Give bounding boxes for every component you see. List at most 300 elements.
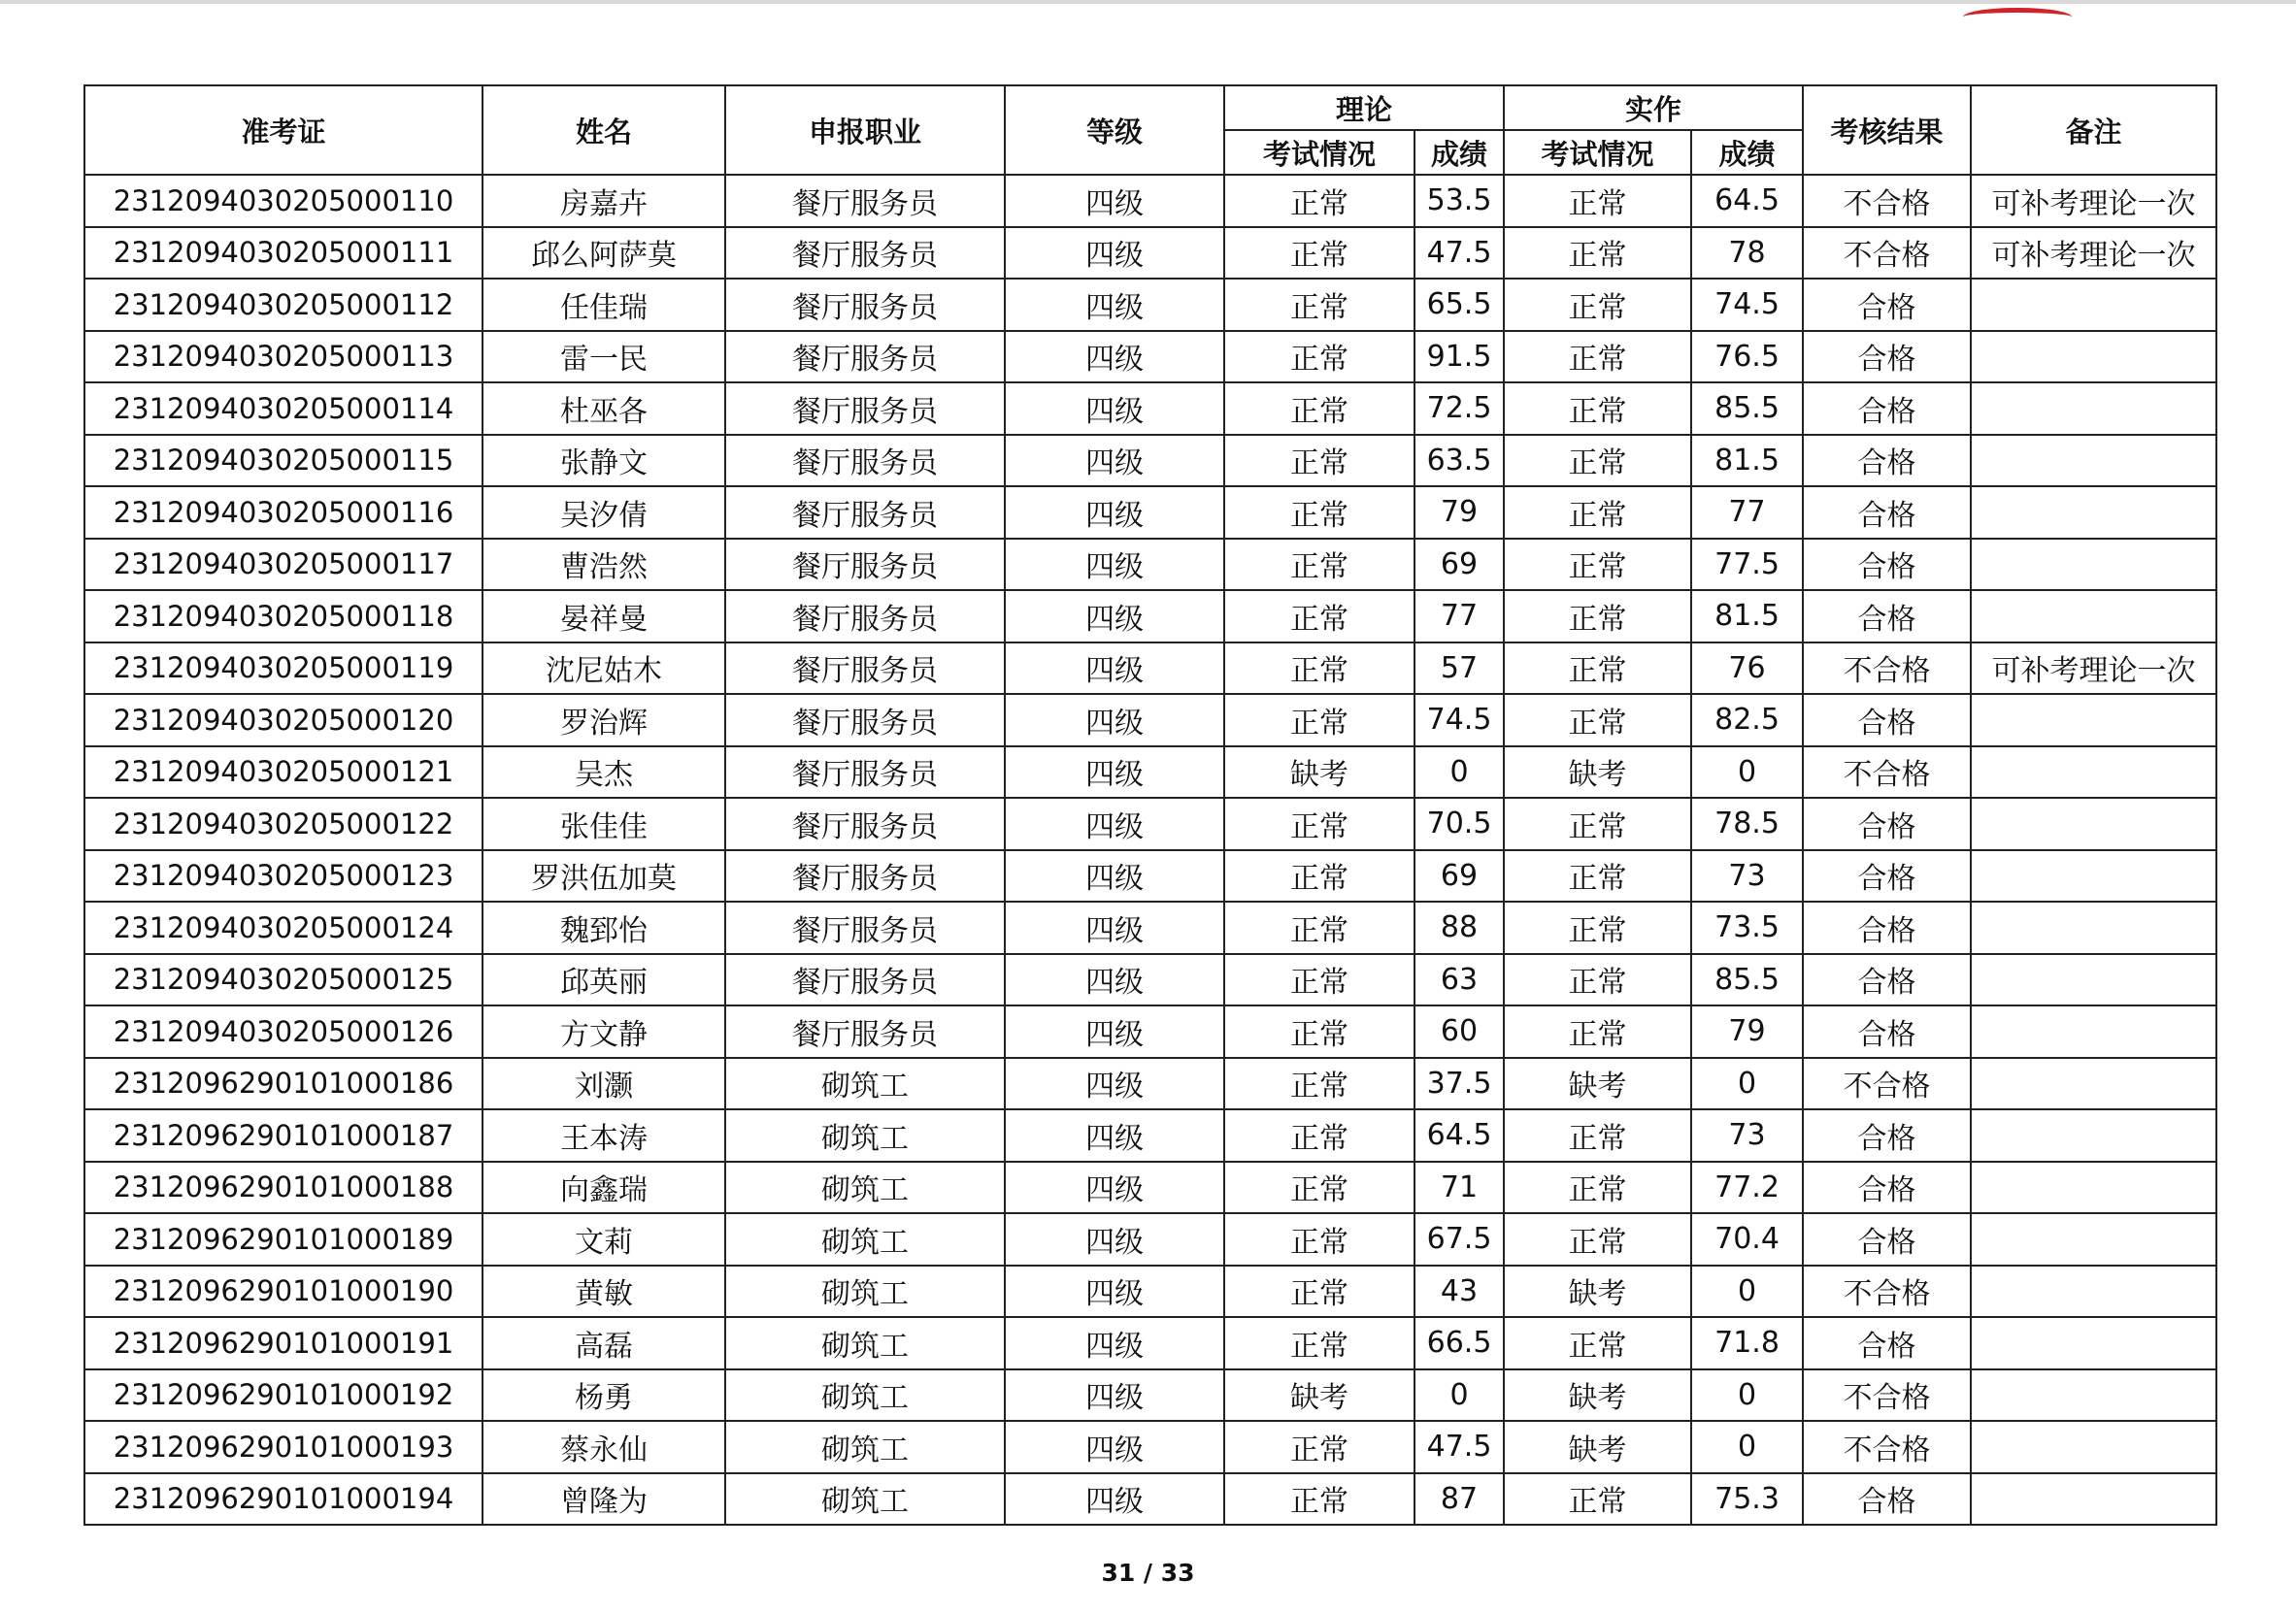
result-cell: 不合格 bbox=[1803, 175, 1971, 227]
level-cell: 四级 bbox=[1005, 227, 1224, 280]
remark-cell bbox=[1971, 798, 2216, 850]
ticket-cell: 2312096290101000193 bbox=[84, 1421, 482, 1473]
practical-score-cell: 0 bbox=[1691, 746, 1803, 799]
ticket-cell: 2312096290101000189 bbox=[84, 1213, 482, 1266]
remark-cell bbox=[1971, 435, 2216, 487]
level-cell: 四级 bbox=[1005, 435, 1224, 487]
scan-edge bbox=[0, 0, 2296, 4]
occupation-cell: 餐厅服务员 bbox=[725, 642, 1005, 695]
level-cell: 四级 bbox=[1005, 746, 1224, 799]
practical-score-cell: 0 bbox=[1691, 1369, 1803, 1422]
name-cell: 沈尼姑木 bbox=[482, 642, 725, 695]
table-row bbox=[84, 1369, 2216, 1422]
practical-status-cell: 正常 bbox=[1504, 279, 1691, 331]
occupation-cell: 砌筑工 bbox=[725, 1058, 1005, 1110]
ticket-cell: 2312096290101000186 bbox=[84, 1058, 482, 1110]
ticket-cell: 2312094030205000121 bbox=[84, 746, 482, 799]
practical-score-cell: 73 bbox=[1691, 850, 1803, 903]
ticket-cell: 2312094030205000110 bbox=[84, 175, 482, 227]
theory-status-cell: 正常 bbox=[1224, 331, 1414, 383]
theory-status-cell: 正常 bbox=[1224, 1266, 1414, 1318]
practical-score-cell: 76 bbox=[1691, 642, 1803, 695]
remark-cell bbox=[1971, 1109, 2216, 1162]
occupation-cell: 砌筑工 bbox=[725, 1213, 1005, 1266]
practical-score-cell: 70.4 bbox=[1691, 1213, 1803, 1266]
name-cell: 罗洪伍加莫 bbox=[482, 850, 725, 903]
theory-status-cell: 正常 bbox=[1224, 1058, 1414, 1110]
level-cell: 四级 bbox=[1005, 642, 1224, 695]
practical-score-cell: 79 bbox=[1691, 1005, 1803, 1058]
occupation-cell: 砌筑工 bbox=[725, 1473, 1005, 1526]
name-cell: 黄敏 bbox=[482, 1266, 725, 1318]
ticket-cell: 2312096290101000191 bbox=[84, 1317, 482, 1369]
ticket-cell: 2312094030205000111 bbox=[84, 227, 482, 280]
theory-status-cell: 正常 bbox=[1224, 1317, 1414, 1369]
theory-score-cell: 69 bbox=[1414, 850, 1504, 903]
ticket-cell: 2312096290101000192 bbox=[84, 1369, 482, 1422]
name-cell: 邱英丽 bbox=[482, 954, 725, 1006]
practical-status-cell: 正常 bbox=[1504, 694, 1691, 746]
name-cell: 罗治辉 bbox=[482, 694, 725, 746]
theory-status-cell: 正常 bbox=[1224, 798, 1414, 850]
name-cell: 王本涛 bbox=[482, 1109, 725, 1162]
result-cell: 不合格 bbox=[1803, 1266, 1971, 1318]
ticket-cell: 2312096290101000187 bbox=[84, 1109, 482, 1162]
theory-status-cell: 正常 bbox=[1224, 642, 1414, 695]
table-row bbox=[84, 331, 2216, 383]
occupation-cell: 餐厅服务员 bbox=[725, 227, 1005, 280]
occupation-cell: 餐厅服务员 bbox=[725, 590, 1005, 642]
occupation-cell: 餐厅服务员 bbox=[725, 694, 1005, 746]
ticket-cell: 2312094030205000124 bbox=[84, 902, 482, 954]
occupation-cell: 餐厅服务员 bbox=[725, 382, 1005, 435]
theory-score-cell: 60 bbox=[1414, 1005, 1504, 1058]
level-cell: 四级 bbox=[1005, 1213, 1224, 1266]
header-practical: 实作 bbox=[1504, 85, 1803, 130]
remark-cell bbox=[1971, 1058, 2216, 1110]
table-row bbox=[84, 1317, 2216, 1369]
practical-score-cell: 71.8 bbox=[1691, 1317, 1803, 1369]
remark-cell: 可补考理论一次 bbox=[1971, 227, 2216, 280]
practical-status-cell: 正常 bbox=[1504, 175, 1691, 227]
occupation-cell: 餐厅服务员 bbox=[725, 435, 1005, 487]
table-row bbox=[84, 590, 2216, 642]
table-row bbox=[84, 1213, 2216, 1266]
result-cell: 合格 bbox=[1803, 382, 1971, 435]
occupation-cell: 砌筑工 bbox=[725, 1266, 1005, 1318]
header-practical-score: 成绩 bbox=[1691, 130, 1803, 175]
name-cell: 张佳佳 bbox=[482, 798, 725, 850]
theory-score-cell: 71 bbox=[1414, 1162, 1504, 1214]
theory-score-cell: 53.5 bbox=[1414, 175, 1504, 227]
occupation-cell: 餐厅服务员 bbox=[725, 954, 1005, 1006]
result-cell: 不合格 bbox=[1803, 1369, 1971, 1422]
result-cell: 不合格 bbox=[1803, 227, 1971, 280]
result-cell: 合格 bbox=[1803, 798, 1971, 850]
practical-status-cell: 正常 bbox=[1504, 539, 1691, 591]
practical-status-cell: 正常 bbox=[1504, 954, 1691, 1006]
theory-status-cell: 正常 bbox=[1224, 227, 1414, 280]
result-cell: 合格 bbox=[1803, 1473, 1971, 1526]
practical-status-cell: 缺考 bbox=[1504, 1266, 1691, 1318]
name-cell: 刘灏 bbox=[482, 1058, 725, 1110]
theory-score-cell: 72.5 bbox=[1414, 382, 1504, 435]
level-cell: 四级 bbox=[1005, 486, 1224, 539]
result-cell: 合格 bbox=[1803, 279, 1971, 331]
occupation-cell: 砌筑工 bbox=[725, 1109, 1005, 1162]
theory-status-cell: 正常 bbox=[1224, 954, 1414, 1006]
practical-status-cell: 正常 bbox=[1504, 798, 1691, 850]
theory-status-cell: 正常 bbox=[1224, 435, 1414, 487]
theory-status-cell: 正常 bbox=[1224, 1213, 1414, 1266]
practical-score-cell: 0 bbox=[1691, 1421, 1803, 1473]
remark-cell bbox=[1971, 1369, 2216, 1422]
header-occupation: 申报职业 bbox=[725, 85, 1005, 175]
level-cell: 四级 bbox=[1005, 1058, 1224, 1110]
theory-status-cell: 正常 bbox=[1224, 1162, 1414, 1214]
header-remark: 备注 bbox=[1971, 85, 2216, 175]
table-row bbox=[84, 642, 2216, 695]
level-cell: 四级 bbox=[1005, 1369, 1224, 1422]
name-cell: 蔡永仙 bbox=[482, 1421, 725, 1473]
level-cell: 四级 bbox=[1005, 382, 1224, 435]
result-cell: 合格 bbox=[1803, 1317, 1971, 1369]
result-cell: 合格 bbox=[1803, 694, 1971, 746]
result-cell: 合格 bbox=[1803, 590, 1971, 642]
practical-score-cell: 73 bbox=[1691, 1109, 1803, 1162]
ticket-cell: 2312094030205000118 bbox=[84, 590, 482, 642]
practical-status-cell: 正常 bbox=[1504, 1005, 1691, 1058]
practical-score-cell: 64.5 bbox=[1691, 175, 1803, 227]
table-body bbox=[84, 175, 2216, 1525]
ticket-cell: 2312094030205000120 bbox=[84, 694, 482, 746]
table-row bbox=[84, 435, 2216, 487]
remark-cell bbox=[1971, 331, 2216, 383]
practical-score-cell: 75.3 bbox=[1691, 1473, 1803, 1526]
theory-status-cell: 正常 bbox=[1224, 902, 1414, 954]
theory-status-cell: 正常 bbox=[1224, 279, 1414, 331]
table-row bbox=[84, 227, 2216, 280]
practical-status-cell: 缺考 bbox=[1504, 1421, 1691, 1473]
practical-status-cell: 缺考 bbox=[1504, 1058, 1691, 1110]
practical-score-cell: 0 bbox=[1691, 1266, 1803, 1318]
header-result: 考核结果 bbox=[1803, 85, 1971, 175]
practical-score-cell: 77.2 bbox=[1691, 1162, 1803, 1214]
remark-cell bbox=[1971, 486, 2216, 539]
practical-status-cell: 正常 bbox=[1504, 486, 1691, 539]
result-cell: 合格 bbox=[1803, 1109, 1971, 1162]
header-level: 等级 bbox=[1005, 85, 1224, 175]
theory-status-cell: 正常 bbox=[1224, 850, 1414, 903]
practical-score-cell: 81.5 bbox=[1691, 435, 1803, 487]
remark-cell bbox=[1971, 694, 2216, 746]
remark-cell bbox=[1971, 382, 2216, 435]
result-cell: 不合格 bbox=[1803, 746, 1971, 799]
theory-status-cell: 缺考 bbox=[1224, 1369, 1414, 1422]
ticket-cell: 2312094030205000116 bbox=[84, 486, 482, 539]
red-stamp-mark bbox=[1963, 8, 2072, 26]
header-practical-status: 考试情况 bbox=[1504, 130, 1691, 175]
practical-status-cell: 正常 bbox=[1504, 590, 1691, 642]
theory-score-cell: 91.5 bbox=[1414, 331, 1504, 383]
level-cell: 四级 bbox=[1005, 1266, 1224, 1318]
remark-cell bbox=[1971, 746, 2216, 799]
theory-score-cell: 69 bbox=[1414, 539, 1504, 591]
level-cell: 四级 bbox=[1005, 590, 1224, 642]
result-cell: 合格 bbox=[1803, 1213, 1971, 1266]
result-cell: 合格 bbox=[1803, 850, 1971, 903]
theory-status-cell: 正常 bbox=[1224, 1421, 1414, 1473]
header-ticket: 准考证 bbox=[84, 85, 482, 175]
header-row-top bbox=[84, 85, 2216, 130]
ticket-cell: 2312096290101000188 bbox=[84, 1162, 482, 1214]
theory-score-cell: 64.5 bbox=[1414, 1109, 1504, 1162]
practical-status-cell: 正常 bbox=[1504, 382, 1691, 435]
occupation-cell: 餐厅服务员 bbox=[725, 175, 1005, 227]
theory-score-cell: 74.5 bbox=[1414, 694, 1504, 746]
theory-status-cell: 缺考 bbox=[1224, 746, 1414, 799]
theory-status-cell: 正常 bbox=[1224, 539, 1414, 591]
occupation-cell: 餐厅服务员 bbox=[725, 746, 1005, 799]
name-cell: 曹浩然 bbox=[482, 539, 725, 591]
ticket-cell: 2312094030205000114 bbox=[84, 382, 482, 435]
ticket-cell: 2312094030205000113 bbox=[84, 331, 482, 383]
result-cell: 不合格 bbox=[1803, 1058, 1971, 1110]
practical-score-cell: 85.5 bbox=[1691, 954, 1803, 1006]
practical-score-cell: 73.5 bbox=[1691, 902, 1803, 954]
remark-cell bbox=[1971, 1473, 2216, 1526]
occupation-cell: 餐厅服务员 bbox=[725, 539, 1005, 591]
header-theory-score: 成绩 bbox=[1414, 130, 1504, 175]
occupation-cell: 砌筑工 bbox=[725, 1317, 1005, 1369]
theory-status-cell: 正常 bbox=[1224, 1473, 1414, 1526]
remark-cell bbox=[1971, 1213, 2216, 1266]
table-row bbox=[84, 850, 2216, 903]
occupation-cell: 餐厅服务员 bbox=[725, 850, 1005, 903]
practical-score-cell: 0 bbox=[1691, 1058, 1803, 1110]
remark-cell: 可补考理论一次 bbox=[1971, 175, 2216, 227]
ticket-cell: 2312094030205000125 bbox=[84, 954, 482, 1006]
result-cell: 合格 bbox=[1803, 435, 1971, 487]
occupation-cell: 餐厅服务员 bbox=[725, 798, 1005, 850]
theory-status-cell: 正常 bbox=[1224, 486, 1414, 539]
practical-status-cell: 正常 bbox=[1504, 1317, 1691, 1369]
theory-score-cell: 63.5 bbox=[1414, 435, 1504, 487]
remark-cell bbox=[1971, 1317, 2216, 1369]
occupation-cell: 餐厅服务员 bbox=[725, 902, 1005, 954]
occupation-cell: 砌筑工 bbox=[725, 1369, 1005, 1422]
theory-status-cell: 正常 bbox=[1224, 694, 1414, 746]
practical-status-cell: 缺考 bbox=[1504, 1369, 1691, 1422]
ticket-cell: 2312094030205000112 bbox=[84, 279, 482, 331]
theory-score-cell: 79 bbox=[1414, 486, 1504, 539]
name-cell: 吴杰 bbox=[482, 746, 725, 799]
exam-results-table bbox=[83, 84, 2217, 1526]
practical-status-cell: 正常 bbox=[1504, 1162, 1691, 1214]
theory-score-cell: 47.5 bbox=[1414, 1421, 1504, 1473]
level-cell: 四级 bbox=[1005, 1005, 1224, 1058]
theory-score-cell: 0 bbox=[1414, 746, 1504, 799]
practical-score-cell: 85.5 bbox=[1691, 382, 1803, 435]
occupation-cell: 砌筑工 bbox=[725, 1162, 1005, 1214]
table-row bbox=[84, 1421, 2216, 1473]
name-cell: 高磊 bbox=[482, 1317, 725, 1369]
ticket-cell: 2312096290101000190 bbox=[84, 1266, 482, 1318]
remark-cell bbox=[1971, 539, 2216, 591]
level-cell: 四级 bbox=[1005, 902, 1224, 954]
level-cell: 四级 bbox=[1005, 539, 1224, 591]
table-row bbox=[84, 1473, 2216, 1526]
result-cell: 合格 bbox=[1803, 954, 1971, 1006]
header-theory-status: 考试情况 bbox=[1224, 130, 1414, 175]
occupation-cell: 餐厅服务员 bbox=[725, 279, 1005, 331]
practical-score-cell: 76.5 bbox=[1691, 331, 1803, 383]
practical-status-cell: 正常 bbox=[1504, 902, 1691, 954]
remark-cell bbox=[1971, 850, 2216, 903]
theory-status-cell: 正常 bbox=[1224, 590, 1414, 642]
remark-cell bbox=[1971, 590, 2216, 642]
theory-score-cell: 77 bbox=[1414, 590, 1504, 642]
page-number: 31 / 33 bbox=[1101, 1559, 1195, 1587]
name-cell: 杨勇 bbox=[482, 1369, 725, 1422]
practical-status-cell: 正常 bbox=[1504, 227, 1691, 280]
name-cell: 向鑫瑞 bbox=[482, 1162, 725, 1214]
ticket-cell: 2312094030205000122 bbox=[84, 798, 482, 850]
occupation-cell: 砌筑工 bbox=[725, 1421, 1005, 1473]
table-row bbox=[84, 1266, 2216, 1318]
theory-status-cell: 正常 bbox=[1224, 1109, 1414, 1162]
theory-score-cell: 66.5 bbox=[1414, 1317, 1504, 1369]
name-cell: 张静文 bbox=[482, 435, 725, 487]
table-row bbox=[84, 382, 2216, 435]
practical-status-cell: 正常 bbox=[1504, 1213, 1691, 1266]
remark-cell bbox=[1971, 1266, 2216, 1318]
name-cell: 任佳瑞 bbox=[482, 279, 725, 331]
result-cell: 不合格 bbox=[1803, 642, 1971, 695]
practical-status-cell: 正常 bbox=[1504, 435, 1691, 487]
theory-score-cell: 0 bbox=[1414, 1369, 1504, 1422]
result-cell: 合格 bbox=[1803, 331, 1971, 383]
name-cell: 杜巫各 bbox=[482, 382, 725, 435]
occupation-cell: 餐厅服务员 bbox=[725, 486, 1005, 539]
practical-score-cell: 82.5 bbox=[1691, 694, 1803, 746]
name-cell: 魏郅怡 bbox=[482, 902, 725, 954]
name-cell: 吴汐倩 bbox=[482, 486, 725, 539]
result-cell: 合格 bbox=[1803, 1162, 1971, 1214]
remark-cell bbox=[1971, 902, 2216, 954]
ticket-cell: 2312094030205000119 bbox=[84, 642, 482, 695]
table-row bbox=[84, 1109, 2216, 1162]
theory-score-cell: 88 bbox=[1414, 902, 1504, 954]
theory-score-cell: 65.5 bbox=[1414, 279, 1504, 331]
theory-score-cell: 43 bbox=[1414, 1266, 1504, 1318]
practical-status-cell: 缺考 bbox=[1504, 746, 1691, 799]
theory-score-cell: 37.5 bbox=[1414, 1058, 1504, 1110]
result-cell: 不合格 bbox=[1803, 1421, 1971, 1473]
table-row bbox=[84, 746, 2216, 799]
ticket-cell: 2312096290101000194 bbox=[84, 1473, 482, 1526]
header-name: 姓名 bbox=[482, 85, 725, 175]
practical-status-cell: 正常 bbox=[1504, 850, 1691, 903]
ticket-cell: 2312094030205000117 bbox=[84, 539, 482, 591]
level-cell: 四级 bbox=[1005, 1109, 1224, 1162]
name-cell: 邱么阿萨莫 bbox=[482, 227, 725, 280]
level-cell: 四级 bbox=[1005, 694, 1224, 746]
theory-score-cell: 57 bbox=[1414, 642, 1504, 695]
name-cell: 雷一民 bbox=[482, 331, 725, 383]
theory-score-cell: 67.5 bbox=[1414, 1213, 1504, 1266]
practical-status-cell: 正常 bbox=[1504, 1109, 1691, 1162]
theory-status-cell: 正常 bbox=[1224, 1005, 1414, 1058]
level-cell: 四级 bbox=[1005, 1317, 1224, 1369]
practical-score-cell: 77.5 bbox=[1691, 539, 1803, 591]
table-row bbox=[84, 694, 2216, 746]
level-cell: 四级 bbox=[1005, 850, 1224, 903]
ticket-cell: 2312094030205000126 bbox=[84, 1005, 482, 1058]
table-row bbox=[84, 539, 2216, 591]
table-row bbox=[84, 902, 2216, 954]
level-cell: 四级 bbox=[1005, 954, 1224, 1006]
theory-score-cell: 70.5 bbox=[1414, 798, 1504, 850]
level-cell: 四级 bbox=[1005, 1162, 1224, 1214]
practical-status-cell: 正常 bbox=[1504, 331, 1691, 383]
practical-score-cell: 81.5 bbox=[1691, 590, 1803, 642]
result-cell: 合格 bbox=[1803, 486, 1971, 539]
table-row bbox=[84, 798, 2216, 850]
ticket-cell: 2312094030205000123 bbox=[84, 850, 482, 903]
name-cell: 文莉 bbox=[482, 1213, 725, 1266]
name-cell: 方文静 bbox=[482, 1005, 725, 1058]
remark-cell bbox=[1971, 1421, 2216, 1473]
level-cell: 四级 bbox=[1005, 175, 1224, 227]
name-cell: 房嘉卉 bbox=[482, 175, 725, 227]
remark-cell bbox=[1971, 1162, 2216, 1214]
theory-status-cell: 正常 bbox=[1224, 382, 1414, 435]
name-cell: 曾隆为 bbox=[482, 1473, 725, 1526]
result-cell: 合格 bbox=[1803, 902, 1971, 954]
table-row bbox=[84, 1005, 2216, 1058]
occupation-cell: 餐厅服务员 bbox=[725, 331, 1005, 383]
practical-score-cell: 78 bbox=[1691, 227, 1803, 280]
remark-cell bbox=[1971, 1005, 2216, 1058]
level-cell: 四级 bbox=[1005, 331, 1224, 383]
table-row bbox=[84, 175, 2216, 227]
practical-score-cell: 77 bbox=[1691, 486, 1803, 539]
table-row bbox=[84, 1058, 2216, 1110]
level-cell: 四级 bbox=[1005, 279, 1224, 331]
level-cell: 四级 bbox=[1005, 798, 1224, 850]
practical-status-cell: 正常 bbox=[1504, 1473, 1691, 1526]
theory-score-cell: 87 bbox=[1414, 1473, 1504, 1526]
theory-status-cell: 正常 bbox=[1224, 175, 1414, 227]
table-row bbox=[84, 1162, 2216, 1214]
table-row bbox=[84, 279, 2216, 331]
practical-score-cell: 74.5 bbox=[1691, 279, 1803, 331]
remark-cell bbox=[1971, 279, 2216, 331]
practical-score-cell: 78.5 bbox=[1691, 798, 1803, 850]
remark-cell bbox=[1971, 954, 2216, 1006]
level-cell: 四级 bbox=[1005, 1473, 1224, 1526]
theory-score-cell: 63 bbox=[1414, 954, 1504, 1006]
ticket-cell: 2312094030205000115 bbox=[84, 435, 482, 487]
practical-status-cell: 正常 bbox=[1504, 642, 1691, 695]
table-row bbox=[84, 486, 2216, 539]
level-cell: 四级 bbox=[1005, 1421, 1224, 1473]
theory-score-cell: 47.5 bbox=[1414, 227, 1504, 280]
table-row bbox=[84, 954, 2216, 1006]
header-theory: 理论 bbox=[1224, 85, 1504, 130]
remark-cell: 可补考理论一次 bbox=[1971, 642, 2216, 695]
